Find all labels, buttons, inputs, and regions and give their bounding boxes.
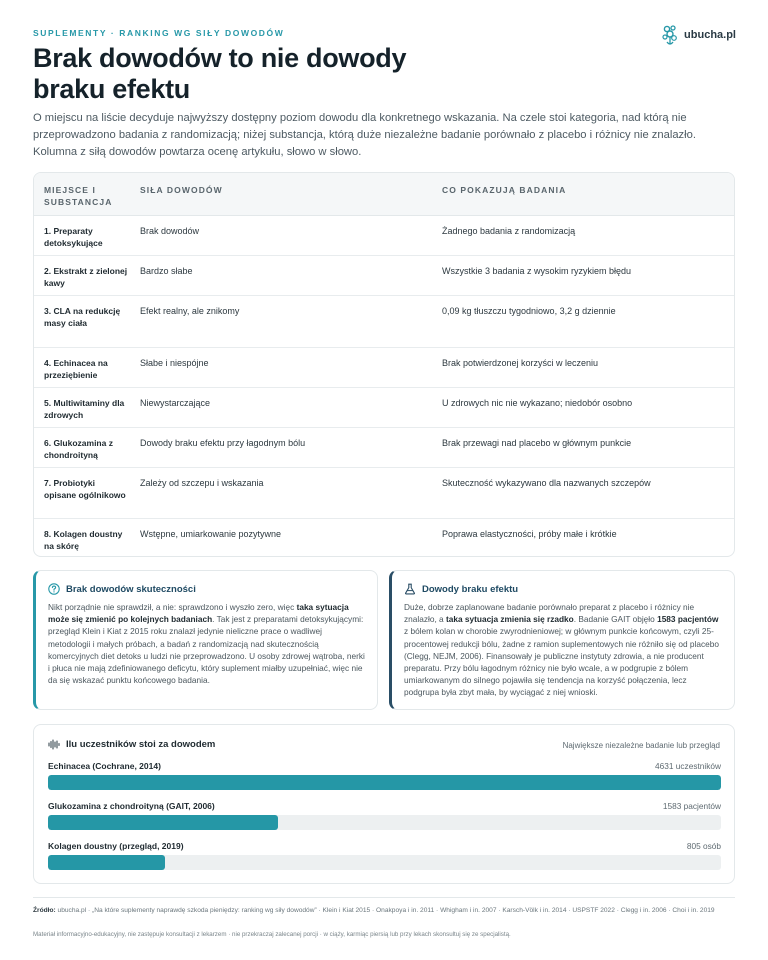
bar-value: 4631 uczestników	[655, 761, 721, 771]
table-row	[34, 216, 734, 256]
box-text-part: z bólem kolan w chorobie zwyrodnieniowej; w głównym punkcie końcowym, czyli 25-procentowej redukcji bólu, żadne z ramion suplementowych nie różniło się od placebo (Clegg, NEJM, 2006). Finansowały je publiczne instytuty zdrowia, a nie producent preparatu. Przy bólu łagodnym różnicy nie było wcale, a w podgrupie z bólem umiarkowanym do silnego pojawiła się tendencja na korzyść połączenia, lecz podgrupa była zbyt mała, by wyciągać z niej wnioski.	[404, 626, 719, 698]
bar-row	[48, 761, 721, 771]
row-evidence: Wszystkie 3 badania z wysokim ryzykiem błędu	[442, 266, 632, 276]
box-text	[48, 601, 365, 686]
disclaimer: Materiał informacyjno-edukacyjny, nie zastępuje konsultacji z lekarzem · nie przekraczaj zalecanej porcji · w ciąży, karmiąc piersią lub przy lekach skonsultuj się ze specjalistą.	[33, 931, 511, 938]
bar-row	[48, 801, 721, 811]
row-evidence: Skuteczność wykazywano dla nazwanych szczepów	[442, 478, 651, 488]
row-substance: 2. Ekstrakt z zielonej kawy	[44, 266, 128, 288]
header-substance: MIEJSCE I SUBSTANCJA	[44, 185, 113, 207]
box-text-part: Duże, dobrze zaplanowane badanie porównało preparat z placebo i różnicy nie znalazło, a	[404, 602, 695, 625]
row-evidence: Brak przewagi nad placebo w głównym punkcie	[442, 438, 632, 448]
footer-divider	[33, 897, 735, 898]
row-substance: 4. Echinacea na przeziębienie	[44, 358, 108, 380]
waveform-icon	[48, 739, 60, 750]
row-strength: Brak dowodów	[140, 226, 200, 236]
table-row	[34, 296, 734, 348]
header-evidence: CO POKAZUJĄ BADANIA	[442, 185, 567, 195]
row-strength: Zależy od szczepu i wskazania	[140, 478, 264, 488]
bar-fill	[48, 775, 721, 790]
box-text-emphasis: taka sytuacja zmienia się rzadko	[445, 614, 574, 625]
box-title: Dowody braku efektu	[422, 583, 519, 595]
box-text-emphasis: taka sytuacja może się zmienić po kolejnych badaniach	[48, 602, 349, 625]
brand[interactable]	[661, 24, 736, 46]
lede: O miejscu na liście decyduje najwyższy dostępny poziom dowodu dla konkretnego wskazania. Na czele stoi kategoria, nad którą nie przeprowadzono badania z randomizacją; niżej substancja, którą duże niezależne badanie porównało z placebo i różnicy nie znalazło. Kolumna z siłą dowodów powtarza ocenę artykułu, słowo w słowo.	[33, 112, 696, 158]
row-substance: 1. Preparaty detoksykujące	[44, 226, 103, 248]
eyebrow: SUPLEMENTY · RANKING WG SIŁY DOWODÓW	[33, 28, 285, 38]
row-substance: 7. Probiotyki opisane ogólnikowo	[44, 478, 126, 500]
no-evidence-box	[33, 570, 378, 710]
row-strength: Wstępne, umiarkowanie pozytywne	[140, 529, 282, 539]
row-evidence: 0,09 kg tłuszczu tygodniowo, 3,2 g dziennie	[442, 306, 616, 316]
question-circle-icon	[48, 583, 60, 595]
bar-value: 1583 pacjentów	[662, 801, 721, 811]
table-row	[34, 428, 734, 468]
row-substance: 5. Multiwitaminy dla zdrowych	[44, 398, 125, 420]
table-row	[34, 519, 734, 556]
box-text-emphasis: 1583 pacjentów	[657, 614, 719, 625]
table-row	[34, 256, 734, 296]
box-title: Brak dowodów skuteczności	[66, 583, 196, 595]
bar-label: Kolagen doustny (przegląd, 2019)	[48, 841, 184, 851]
row-strength: Efekt realny, ale znikomy	[140, 306, 240, 316]
panel-header	[48, 739, 215, 750]
page-title: Brak dowodów to nie dowody braku efektu	[33, 43, 407, 104]
bar-label: Glukozamina z chondroityną (GAIT, 2006)	[48, 801, 215, 811]
evidence-of-no-effect-box	[389, 570, 735, 710]
table-row	[34, 468, 734, 519]
source-note	[33, 906, 735, 916]
bar-fill	[48, 855, 165, 870]
box-header	[404, 583, 722, 595]
row-evidence: Żadnego badania z randomizacją	[442, 226, 576, 236]
kombucha-logo-icon	[661, 24, 679, 46]
bar-value: 805 osób	[686, 841, 721, 851]
box-text-part: Nikt porządnie nie sprawdził, a nie: sprawdzono i wyszło zero, więc	[48, 602, 297, 612]
source-text: ubucha.pl · „Na które suplementy naprawdę szkoda pieniędzy: ranking wg siły dowodów” · Klein i Kiat 2015 · Onakpoya i in. 2011 · Whigham i in. 2007 · Karsch-Völk i in. 2014 · USPSTF 2022 · Clegg i in. 2006 · Choi i in. 2019	[55, 907, 715, 914]
row-substance: 3. CLA na redukcję masy ciała	[44, 306, 121, 328]
bar-fill	[48, 815, 278, 830]
panel-note: Największe niezależne badanie lub przegląd	[562, 741, 720, 750]
row-evidence: U zdrowych nic nie wykazano; niedobór osobno	[442, 398, 633, 408]
row-strength: Bardzo słabe	[140, 266, 193, 276]
header-strength: SIŁA DOWODÓW	[140, 185, 223, 195]
bar-row	[48, 841, 721, 851]
box-text-part: . Badanie GAIT objęło	[573, 614, 658, 625]
row-strength: Niewystarczające	[140, 398, 211, 408]
source-label: Źródło:	[33, 907, 56, 914]
participants-panel	[33, 724, 735, 884]
ranking-table	[33, 172, 735, 557]
box-text-part: . Tak jest z preparatami detoksykującymi: przegląd Klein i Kiat z 2015 roku znalazł jedynie nieliczne prace o wadliwej metodologii i małych próbach, a badań z randomizacją nad skutecznością komercyjnych diet detoks u ludzi nie przeprowadzono. U osoby zdrowej wątroba, nerki i płuca nie mają zdefiniowanego deficytu, który suplement miałby uzupełniać, więc nie da się wskazać punktu końcowego badania.	[48, 614, 365, 686]
row-evidence: Poprawa elastyczności, próby małe i krótkie	[442, 529, 617, 539]
brand-name: ubucha.pl	[684, 29, 736, 41]
row-strength: Dowody braku efektu przy łagodnym bólu	[140, 438, 306, 448]
box-text	[404, 601, 722, 699]
row-evidence: Brak potwierdzonej korzyści w leczeniu	[442, 358, 599, 368]
flask-icon	[404, 583, 416, 595]
bar-label: Echinacea (Cochrane, 2014)	[48, 761, 161, 771]
table-row	[34, 348, 734, 388]
row-substance: 8. Kolagen doustny na skórę	[44, 529, 123, 551]
bar-track	[48, 815, 721, 830]
row-strength: Słabe i niespójne	[140, 358, 209, 368]
bar-track	[48, 855, 721, 870]
row-substance: 6. Glukozamina z chondroityną	[44, 438, 113, 460]
table-header	[34, 173, 734, 216]
bar-track	[48, 775, 721, 790]
box-header	[48, 583, 365, 595]
table-row	[34, 388, 734, 428]
panel-title: Ilu uczestników stoi za dowodem	[66, 739, 216, 750]
